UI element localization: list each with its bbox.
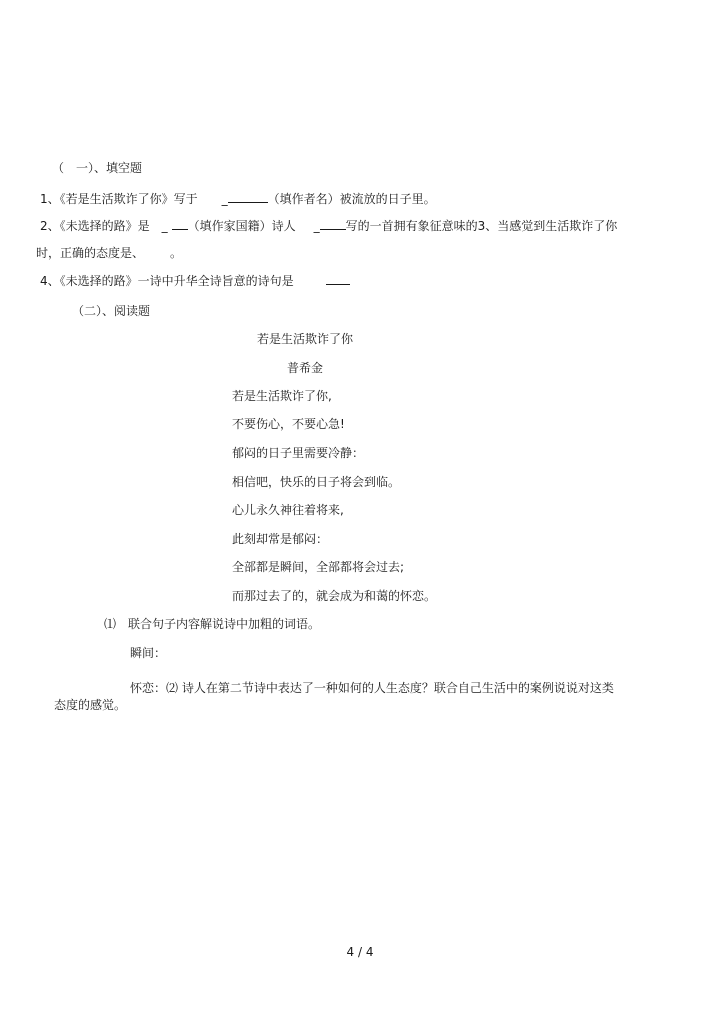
answer-blank[interactable] (320, 218, 346, 230)
poem-line: 全部都是瞬间，全部都将会过去; (232, 560, 405, 574)
poem-line: 若是生活欺诈了你, (232, 389, 332, 403)
question-2-suffix: 写的一首拥有象征意味的3、当感觉到生活欺诈了你 (345, 219, 618, 233)
question-4-text: 4、《未选择的路》一诗中升华全诗旨意的诗句是 (40, 274, 294, 288)
question-number: ⑴ (104, 617, 117, 631)
question-1-suffix: （填作者名）被流放的日子里。 (267, 192, 436, 206)
word-prompt-2-continuation: 态度的感觉。 (54, 698, 127, 712)
blank-mark: _ (313, 219, 320, 233)
blank-mark: _ (221, 192, 228, 206)
section-heading-fill: （ 一）、填空题 (52, 161, 143, 175)
poem-line: 不要伤心，不要心急! (232, 417, 345, 431)
question-2-prefix: 2、《未选择的路》是 (40, 219, 150, 233)
section-heading-reading: （二）、阅读题 (72, 304, 151, 318)
question-2-middle: （填作家国籍）诗人 (187, 219, 296, 233)
poem-line: 郁闷的日子里需要冷静： (232, 446, 365, 460)
question-3-text: 时，正确的态度是、 (36, 246, 145, 260)
answer-blank[interactable] (228, 191, 268, 203)
blank-mark: _ (161, 219, 168, 233)
question-3-continuation (36, 245, 182, 261)
word-prompt-2: 怀恋：⑵ 诗人在第二节诗中表达了一种如何的人生态度？联合自己生活中的案例说说对这类 (130, 681, 614, 695)
poem-line: 相信吧，快乐的日子将会到临。 (232, 475, 401, 489)
reading-question-1-text: 联合句子内容解说诗中加粗的词语。 (128, 617, 321, 631)
answer-blank[interactable] (172, 218, 188, 230)
poem-line: 而那过去了的，就会成为和蔼的怀恋。 (232, 589, 437, 603)
question-3-end: 。 (170, 246, 183, 260)
reading-question-1 (104, 616, 320, 632)
page-number: 4 / 4 (346, 945, 374, 959)
question-4 (40, 273, 350, 289)
poem-title: 若是生活欺诈了你 (256, 332, 353, 346)
poem-line: 心儿永久神往着将来, (232, 503, 344, 517)
poem-line: 此刻却常是郁闷： (232, 532, 329, 546)
question-1 (40, 191, 436, 207)
poem-author: 普希金 (286, 361, 323, 375)
question-2 (40, 218, 617, 234)
word-prompt-1: 瞬间： (130, 646, 167, 660)
answer-blank[interactable] (326, 273, 350, 285)
question-1-prefix: 1、《若是生活欺诈了你》写于 (40, 192, 198, 206)
